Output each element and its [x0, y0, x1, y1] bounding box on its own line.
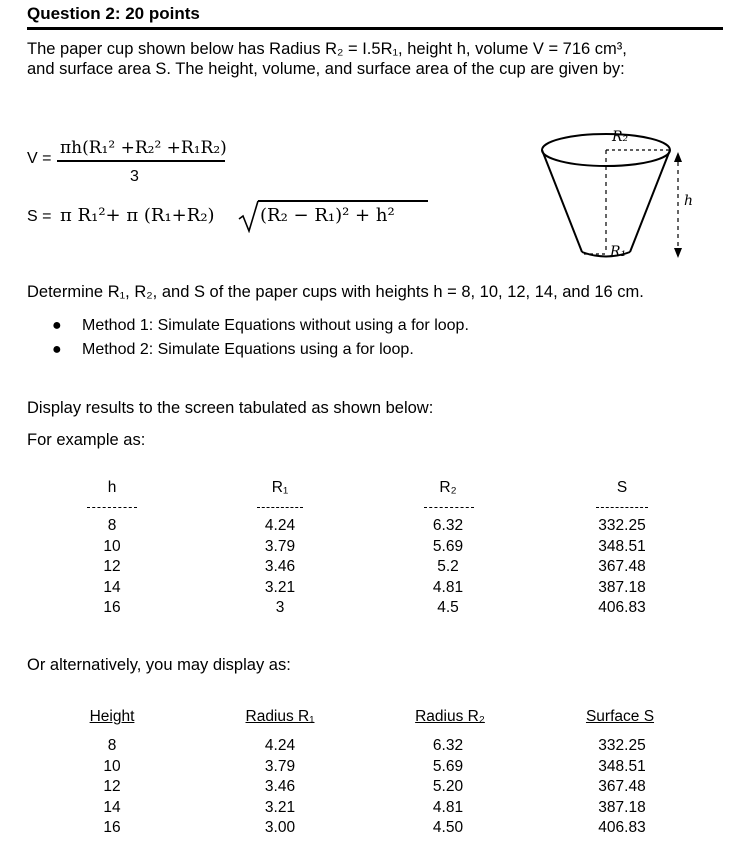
table-cell: 348.51	[598, 537, 646, 555]
r1-label: R₁	[610, 244, 627, 260]
table-cell: 14	[103, 578, 121, 596]
t1-header-r1: R₁	[271, 479, 289, 496]
volume-denominator: 3	[130, 168, 139, 185]
table-cell: 10	[103, 757, 121, 775]
t1-separator	[424, 507, 474, 508]
fraction-bar	[57, 160, 225, 162]
t1-header-h: h	[107, 479, 117, 496]
table-cell: 3.00	[264, 819, 296, 836]
bullet-icon: ●	[52, 317, 62, 334]
t2-header-r2: Radius R₂	[415, 708, 485, 725]
t2-col-s	[582, 736, 662, 839]
t2-col-height	[72, 736, 152, 839]
table-cell: 6.32	[432, 737, 464, 754]
table-cell: 4.5	[437, 599, 459, 616]
t1-col-r2	[408, 516, 488, 619]
h-label: h	[684, 193, 694, 209]
sqrt-overline	[258, 200, 428, 202]
table-cell: 12	[103, 778, 121, 795]
question-title: Question 2: 20 points	[27, 4, 200, 23]
example-line: For example as:	[27, 431, 146, 449]
table-cell: 8	[107, 517, 117, 534]
r2-label: R₂	[612, 129, 629, 145]
t1-col-r1	[240, 516, 320, 619]
surface-rhs: π R₁²+ π (R₁+R₂)	[60, 205, 215, 226]
bullet-icon: ●	[52, 341, 62, 358]
table-cell: 348.51	[598, 757, 646, 775]
table-cell: 367.48	[598, 778, 646, 795]
t1-col-h	[72, 516, 152, 619]
table-cell: 3.46	[264, 558, 296, 575]
display-line: Display results to the screen tabulated as shown below:	[27, 399, 434, 417]
surface-label: S =	[27, 208, 52, 225]
table-cell: 406.83	[598, 819, 646, 836]
method-1	[52, 317, 469, 335]
t1-col-s	[582, 516, 662, 619]
table-cell: 8	[107, 737, 117, 754]
table-cell: 387.18	[598, 798, 646, 816]
sqrt-radical	[238, 199, 260, 233]
table-cell: 16	[103, 819, 121, 836]
table-cell: 387.18	[598, 578, 646, 596]
table-cell: 5.2	[437, 558, 459, 575]
t1-separator	[87, 507, 137, 508]
table-cell: 3	[275, 599, 285, 616]
method-2	[52, 341, 414, 359]
task-text: Determine R₁, R₂, and S of the paper cups with heights h = 8, 10, 12, 14, and 16 cm.	[27, 283, 644, 301]
method-1-text: Method 1: Simulate Equations without using a for loop.	[82, 317, 469, 334]
table-cell: 367.48	[598, 558, 646, 575]
t2-header-s: Surface S	[585, 708, 655, 725]
t2-col-r1	[240, 736, 320, 839]
table-cell: 332.25	[598, 737, 646, 754]
t1-separator	[596, 507, 648, 508]
table-cell: 3.79	[264, 537, 296, 555]
table-cell: 3.21	[264, 578, 296, 596]
table-cell: 3.46	[264, 778, 296, 795]
table-cell: 406.83	[598, 599, 646, 616]
intro-line-2: and surface area S. The height, volume, and surface area of the cup are given by:	[27, 60, 625, 78]
method-2-text: Method 2: Simulate Equations using a for loop.	[82, 341, 414, 358]
volume-numerator: πh(R₁² +R₂² +R₁R₂)	[60, 138, 227, 158]
table-cell: 5.20	[432, 778, 464, 795]
table-cell: 3.21	[264, 798, 296, 816]
table-cell: 4.50	[432, 819, 464, 836]
table-cell: 4.81	[432, 798, 464, 816]
table-cell: 3.79	[264, 757, 296, 775]
t1-header-s: S	[616, 479, 628, 496]
volume-label: V =	[27, 150, 52, 167]
t2-header-height: Height	[89, 708, 135, 725]
table-cell: 332.25	[598, 517, 646, 534]
surface-root: (R₂ − R₁)² + h²	[260, 205, 395, 226]
title-rule	[27, 27, 723, 30]
t1-header-r2: R₂	[439, 479, 457, 496]
t2-header-r1: Radius R₁	[245, 708, 315, 725]
table-cell: 6.32	[432, 517, 464, 534]
t1-separator	[257, 507, 303, 508]
t2-col-r2	[408, 736, 488, 839]
table-cell: 5.69	[432, 757, 464, 775]
table-cell: 12	[103, 558, 121, 575]
table-cell: 16	[103, 599, 121, 616]
table-cell: 4.81	[432, 578, 464, 596]
intro-line-1: The paper cup shown below has Radius R₂ = I.5R₁, height h, volume V = 716 cm³,	[27, 40, 627, 58]
table-cell: 14	[103, 798, 121, 816]
table-cell: 10	[103, 537, 121, 555]
table-cell: 4.24	[264, 737, 296, 754]
table-cell: 5.69	[432, 537, 464, 555]
table-cell: 4.24	[264, 517, 296, 534]
alt-line: Or alternatively, you may display as:	[27, 656, 291, 674]
